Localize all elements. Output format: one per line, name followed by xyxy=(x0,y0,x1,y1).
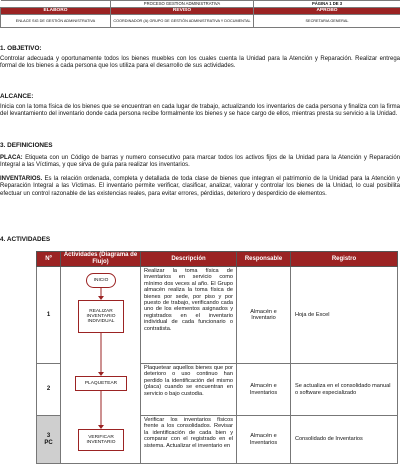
activity-responsible: Almacén e Inventarios xyxy=(237,364,291,416)
activity-description: Verificar los inventarios físicos frente a los consolidados. Revisar la identificación de cada bien y comparar con el registrado en el sistema. Actualizar el inventario en xyxy=(141,416,237,464)
placa-definition xyxy=(0,155,400,170)
definiciones-section xyxy=(0,142,400,198)
activity-record: Consolidado de Inventarios xyxy=(291,416,398,464)
column-header-responsable: Responsable xyxy=(237,252,291,267)
row-number: 2 xyxy=(37,364,61,416)
header-blank-cell xyxy=(1,1,111,8)
flow-start-node: INICIO xyxy=(86,273,116,288)
alcance-section xyxy=(0,93,400,119)
flow-step-verificar: VERIFICAR INVENTARIO xyxy=(78,429,124,451)
process-name: PROCESO GESTION ADMINISTRATIVA xyxy=(111,1,254,8)
inventarios-term: INVENTARIOS. xyxy=(0,176,42,182)
placa-term: PLACA: xyxy=(0,155,23,161)
activity-responsible: Almacén e Inventarios xyxy=(237,416,291,464)
alcance-text: Inicia con la toma física de los bienes que se encuentran en cada lugar de trabajo, actualizando los inventarios de cada persona y finaliza con la firma del levantamiento del inventario donde cada persona recibe formalmente los bienes y se hace cargo de ellos, mientras presta su servicio a la Unidad. xyxy=(0,104,400,119)
page-indicator: PÁGINA 1 DE 3 xyxy=(254,1,400,8)
inventarios-text: Es la relación ordenada, completa y detallada de toda clase de bienes que integran el patrimonio de la Unidad para la Atención y Reparación Integral a las Víctimas. El inventario permite verificar, clasificar, analizar, valorar y controlar los bienes de la Unidad, lo cual posibilita efectuar un control razonable de las existencias reales, para evitar errores, pérdidas, deterioro y desperdicio de elementos. xyxy=(0,176,400,197)
activity-description: Realizar la toma física de inventarios en servicio como mínimo dos veces al año. El Grupo almacén realiza la toma física de bienes por sede, por piso y por puesto de trabajo, verificando cada uno de los elementos asignados y registrados en el inventario individual de cada funcionario o contratista. xyxy=(141,267,237,364)
aprobo-label: APROBÓ xyxy=(254,8,400,15)
actividades-title: 4. ACTIVIDADES xyxy=(0,236,400,243)
activities-table xyxy=(36,251,398,464)
activities-header-row xyxy=(37,252,398,267)
column-header-n: Nº xyxy=(37,252,61,267)
column-header-descripcion: Descripción xyxy=(141,252,237,267)
activity-record: Hoja de Excel xyxy=(291,267,398,364)
actividades-section xyxy=(0,236,400,243)
placa-text: Etiqueta con un Código de barras y numero consecutivo para marcar todos los activos fijos de la Unidad para la Atención y Reparación Integral a las Víctimas, y que sirva de guía para realizar los inventarios. xyxy=(0,155,400,168)
objetivo-title: 1. OBJETIVO: xyxy=(0,45,400,52)
flow-step-realizar: REALIZAR INVENTARIO INDIVIDUAL xyxy=(78,300,124,333)
document-header xyxy=(0,0,400,28)
elaboro-value: ENLACE SIG DE GESTIÓN ADMINISTRATIVA xyxy=(1,15,111,28)
column-header-flujo: Actividades (Diagrama de Flujo) xyxy=(61,252,141,267)
inventarios-definition xyxy=(0,176,400,198)
flow-step-plaquetear: PLAQUETEAR xyxy=(75,376,127,391)
activity-description: Plaquetear aquellos bienes que por deterioro o uso continuo han perdido la identificación del mismo (placa) cuando se encuentran en servicio o bajo custodia. xyxy=(141,364,237,416)
column-header-registro: Registro xyxy=(291,252,398,267)
activity-responsible: Almacén e Inventario xyxy=(237,267,291,364)
reviso-value: COORDINADOR (A) GRUPO DE GESTIÓN ADMINISTRATIVA Y DOCUMENTAL xyxy=(111,15,254,28)
reviso-label: REVISÓ xyxy=(111,8,254,15)
alcance-title: ALCANCE: xyxy=(0,93,400,100)
objetivo-section xyxy=(0,45,400,71)
row-number: 1 xyxy=(37,267,61,364)
activity-record: Se actualiza en el consolidado manual o software especializado xyxy=(291,364,398,416)
row-number: 3 PC xyxy=(37,416,61,464)
table-row xyxy=(37,267,398,364)
definiciones-title: 3. DEFINICIONES xyxy=(0,142,400,149)
elaboro-label: ELABORÓ xyxy=(1,8,111,15)
aprobo-value: SECRETARIA GENERAL xyxy=(254,15,400,28)
flow-diagram xyxy=(61,267,141,464)
objetivo-text: Controlar adecuada y oportunamente todos los bienes muebles con los cuales cuenta la Unidad para la Atención y Reparación. Realizar entrega formal de los bienes a cada persona que los utiliza para el desarrollo de sus actividades. xyxy=(0,56,400,71)
